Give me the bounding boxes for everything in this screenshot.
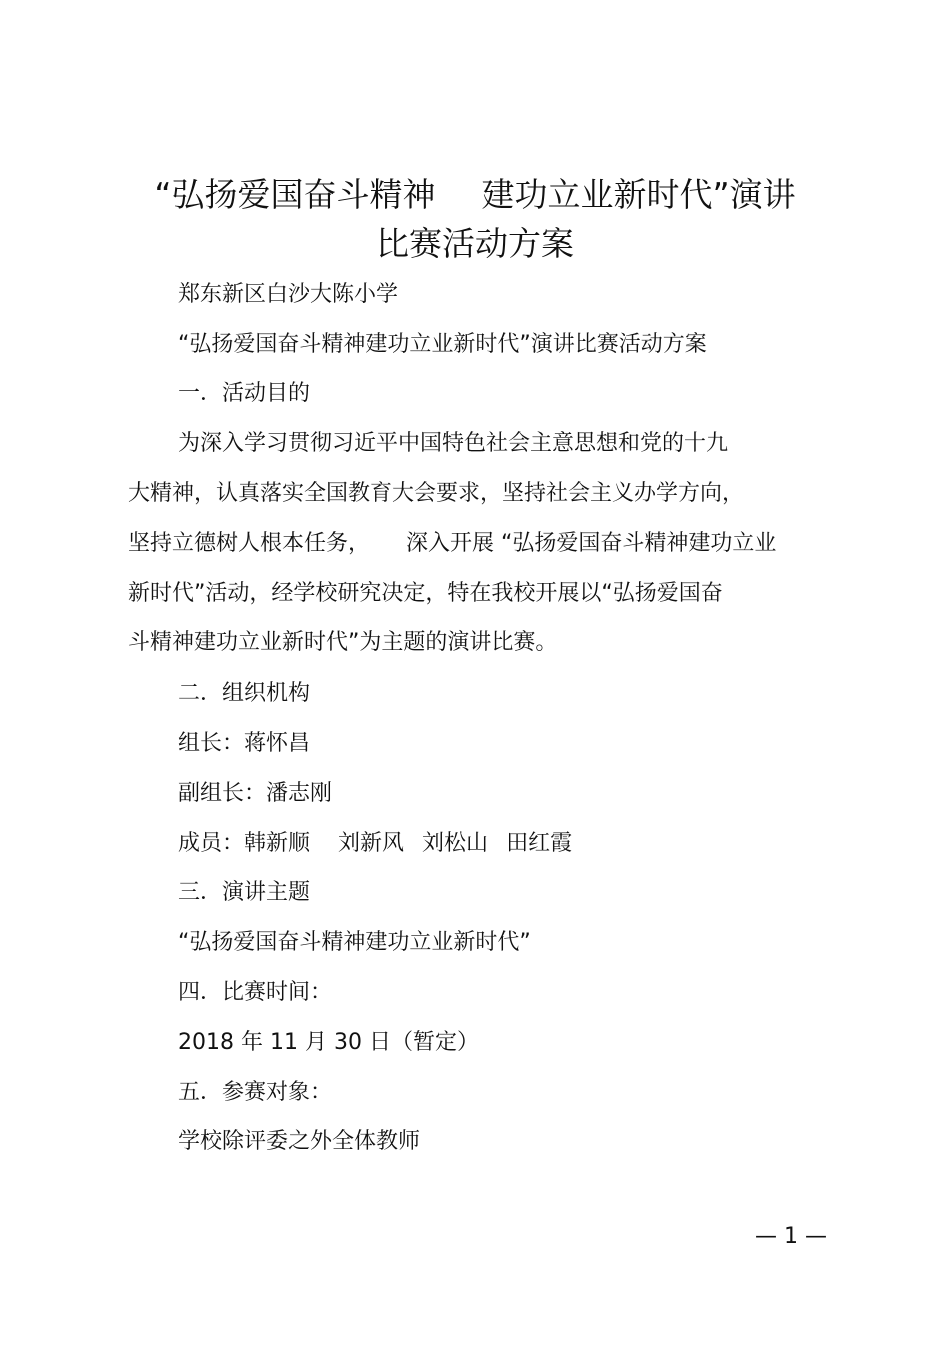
page-number: — 1 — — [755, 1224, 827, 1249]
members-label: 成员： — [178, 831, 245, 856]
member-name: 刘新风 — [338, 831, 405, 856]
plan-subtitle: “弘扬爱国奋斗精神建功立业新时代”演讲比赛活动方案 — [178, 332, 707, 357]
member-name: 田红霞 — [506, 831, 573, 856]
group-leader: 组长：蒋怀昌 — [178, 731, 311, 756]
purpose-line-3 — [128, 529, 776, 559]
purpose-line-3b: 深入开展 “弘扬爱国奋斗精神建功立业 — [406, 531, 777, 556]
vice-group-leader: 副组长：潘志刚 — [178, 781, 333, 806]
purpose-line-5: 斗精神建功立业新时代”为主题的演讲比赛。 — [128, 630, 558, 655]
purpose-line-2: 大精神，认真落实全国教育大会要求，坚持社会主义办学方向， — [128, 481, 745, 506]
section-2-heading: 二．组织机构 — [178, 681, 311, 706]
speech-theme: “弘扬爱国奋斗精神建功立业新时代” — [178, 930, 531, 955]
purpose-line-3a: 坚持立德树人根本任务， — [128, 531, 371, 556]
members-line — [178, 829, 572, 859]
document-title-line-2: 比赛活动方案 — [376, 224, 574, 263]
purpose-line-4: 新时代”活动，经学校研究决定，特在我校开展以“弘扬爱国奋 — [128, 581, 723, 606]
section-3-heading: 三．演讲主题 — [178, 880, 311, 905]
participants: 学校除评委之外全体教师 — [178, 1129, 421, 1154]
member-name: 韩新顺 — [244, 831, 311, 856]
school-name: 郑东新区白沙大陈小学 — [178, 282, 399, 307]
section-4-heading: 四．比赛时间： — [178, 980, 333, 1005]
document-title-line-1 — [110, 175, 840, 215]
member-name: 刘松山 — [422, 831, 489, 856]
section-5-heading: 五．参赛对象： — [178, 1080, 333, 1105]
title-part-1: “弘扬爱国奋斗精神 — [154, 175, 436, 214]
title-part-2: 建功立业新时代”演讲 — [481, 175, 796, 214]
section-1-heading: 一．活动目的 — [178, 381, 311, 406]
competition-date: 2018 年 11 月 30 日（暂定） — [178, 1030, 479, 1055]
purpose-line-1: 为深入学习贯彻习近平中国特色社会主意思想和党的十九 — [178, 431, 729, 456]
